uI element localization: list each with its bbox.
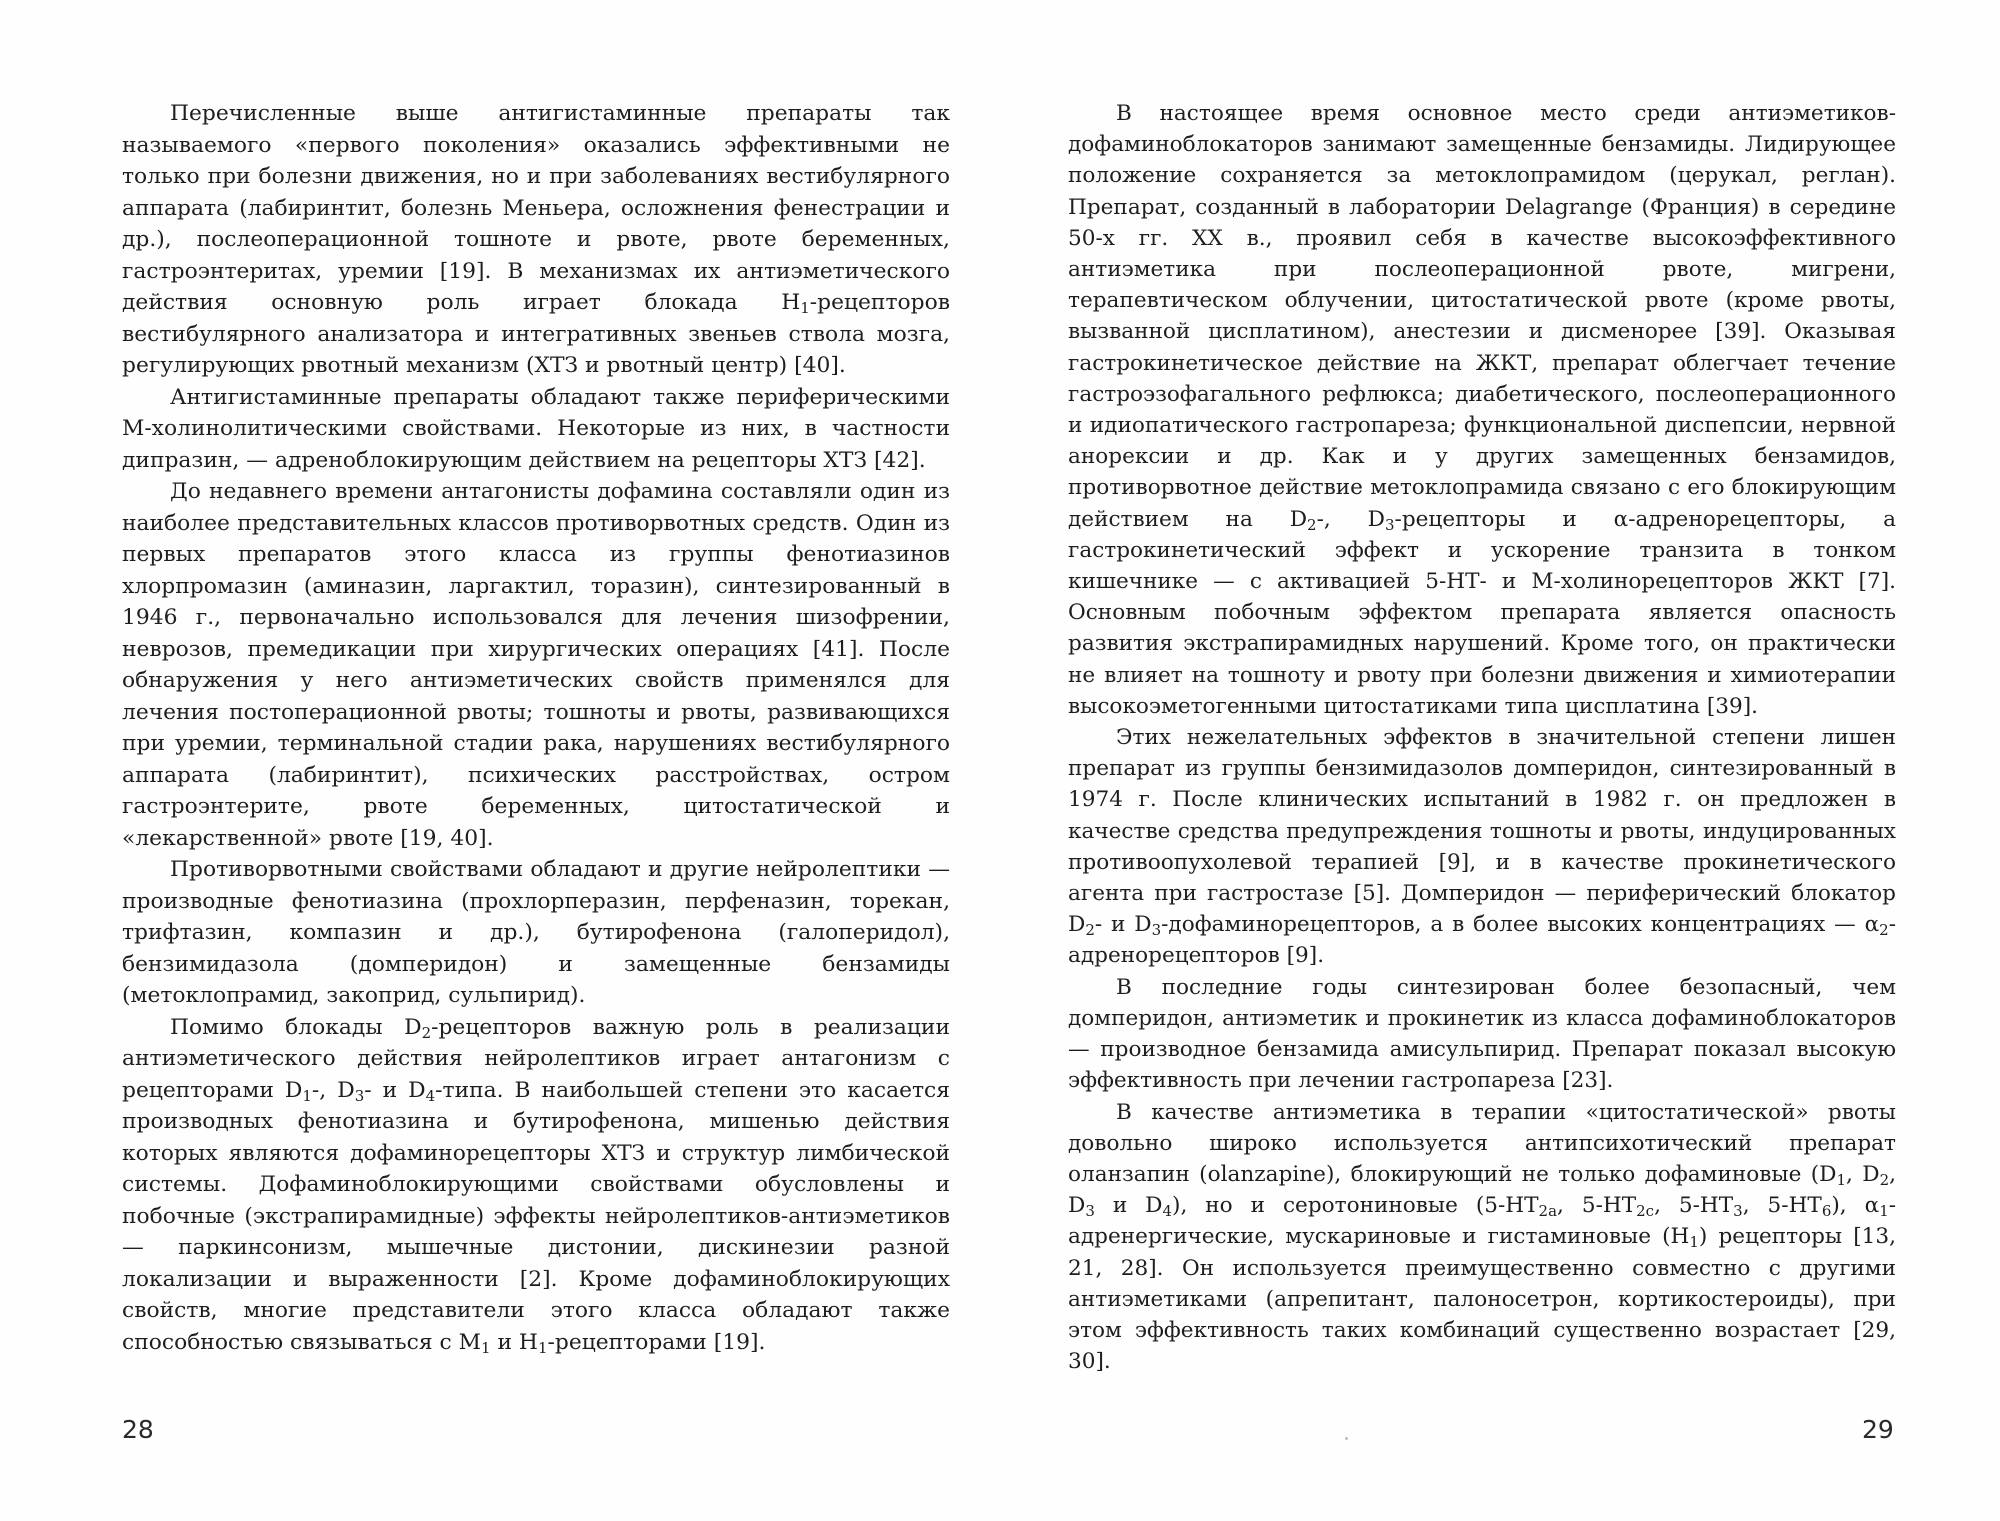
paragraph: Антигистаминные препараты обладают также периферическими М-холинолитическими свойствами. Некоторые из них, в частности дипразин, — адреноблокирующим действием на рецепторы ХТЗ [42]. (122, 384, 950, 473)
paragraph: До недавнего времени антагонисты дофамина составляли один из наиболее представительных классов противорвотных средств. Один из первых препаратов этого класса из группы фенотиазинов хлорпромазин (аминазин, ларгактил, торазин), синтезированный в 1946 г., первоначально использовался для лечения шизофрении, неврозов, премедикации при хирургических операциях [41]. После обнаружения у него антиэметических свойств применялся для лечения постоперационной рвоты; тошноты и рвоты, развивающихся при уремии, терминальной стадии рака, нарушениях вестибулярного аппарата (лабиринтит), психических расстройствах, остром гастроэнтерите, рвоте беременных, цитостатической и «лекарственной» рвоте [19, 40]. (122, 479, 950, 851)
paper-speck (1345, 1437, 1348, 1440)
right-page-body (1068, 98, 1896, 1377)
paragraph: В последние годы синтезирован более безопасный, чем домперидон, антиэметик и прокинетик из класса дофаминоблокаторов — производное бензамида амисульпирид. Препарат показал высокую эффективность при лечении гастропареза [23]. (1068, 974, 1896, 1094)
paragraph: В настоящее время основное место среди антиэметиков-дофаминоблокаторов занимают замещенные бензамиды. Лидирующее положение сохраняется за метоклопрамидом (церукал, реглан). Препарат, созданный в лаборатории Delagrange (Франция) в середине 50-х гг. XX в., проявил себя в качестве высокоэффективного антиэметика при послеоперационной рвоте, мигрени, терапевтическом облучении, цитостатической рвоте (кроме рвоты, вызванной цисплатином), анестезии и дисменорее [39]. Оказывая гастрокинетическое действие на ЖКТ, препарат облегчает течение гастроэзофагального рефлюкса; диабетического, послеоперационного и идиопатического гастропареза; функциональной диспепсии, нервной анорексии и др. Как и у других замещенных бензамидов, противорвотное действие метоклопрамида связано с его блокирующим действием на $D_2-$, $D_3$-рецепторы и α-адренорецепторы, а гастрокинетический эффект и ускорение транзита в тонком кишечнике — с активацией 5-НТ- и М-холинорецепторов ЖКТ [7]. Основным побочным эффектом препарата является опасность развития экстрапирамидных нарушений. Кроме того, он практически не влияет на тошноту и рвоту при болезни движения и химиотерапии высокоэметогенными цитостатиками типа цисплатина [39]. (1068, 101, 1896, 719)
paragraph: Перечисленные выше антигистаминные препараты так называемого «первого поколения» оказались эффективными не только при болезни движения, но и при заболеваниях вестибулярного аппарата (лабиринтит, болезнь Меньера, осложнения фенестрации и др.), послеоперационной тошноте и рвоте, рвоте беременных, гастроэнтеритах, уремии [19]. В механизмах их антиэметического действия основную роль играет блокада $H_1$-рецепторов вестибулярного анализатора и интегративных звеньев ствола мозга, регулирующих рвотный механизм (ХТЗ и рвотный центр) [40]. (122, 101, 950, 378)
paragraph: Помимо блокады $D_2$-рецепторов важную роль в реализации антиэметического действия нейролептиков играет антагонизм с рецепторами $D_1-$, $D_3-$ и $D_4$-типа. В наибольшей степени это касается производных фенотиазина и бутирофенона, мишенью действия которых являются дофаминорецепторы ХТЗ и структур лимбической системы. Дофаминоблокирующими свойствами обусловлены и побочные (экстрапирамидные) эффекты нейролептиков-антиэметиков — паркинсонизм, мышечные дистонии, дискинезии разной локализации и выраженности [2]. Кроме дофаминоблокирующих свойств, многие представители этого класса обладают также способностью связываться с $M_1$ и $H_1$-рецепторами [19]. (122, 1014, 950, 1357)
paragraph: В качестве антиэметика в терапии «цитостатической» рвоты довольно широко используется антипсихотический препарат оланзапин (olanzapine), блокирующий не только дофаминовые ($D_1$, $D_2$, $D_3$ и $D_4$), но и серотониновые ($5-HT_{2a}$, $5-HT_{2c}$, $5-HT_3$, $5-HT_6$), $\alpha_1$-адренергические, мускариновые и гистаминовые $(H_1)$ рецепторы [13, 21, 28]. Он используется преимущественно совместно с другими антиэметиками (апрепитант, палоносетрон, кортикостероиды), при этом эффективность таких комбинаций существенно возрастает [29, 30]. (1068, 1099, 1897, 1375)
page-number-left: 28 (122, 1415, 154, 1444)
page-number-right: 29 (1862, 1415, 1894, 1444)
paragraph: Этих нежелательных эффектов в значительной степени лишен препарат из группы бензимидазолов домперидон, синтезированный в 1974 г. После клинических испытаний в 1982 г. он предложен в качестве средства предупреждения тошноты и рвоты, индуцированных противоопухолевой терапией [9], и в качестве прокинетического агента при гастростазе [5]. Домперидон — периферический блокатор $D_2-$ и $D_3$-дофаминорецепторов, а в более высоких концентрациях — $\alpha_2$-адренорецепторов [9]. (1068, 725, 1897, 969)
left-page-body (122, 98, 950, 1358)
paragraph: Противорвотными свойствами обладают и другие нейролептики — производные фенотиазина (прохлорперазин, перфеназин, торекан, трифтазин, компазин и др.), бутирофенона (галоперидол), бензимидазола (домперидон) и замещенные бензамиды (метоклопрамид, закоприд, сульпирид). (122, 857, 950, 1008)
